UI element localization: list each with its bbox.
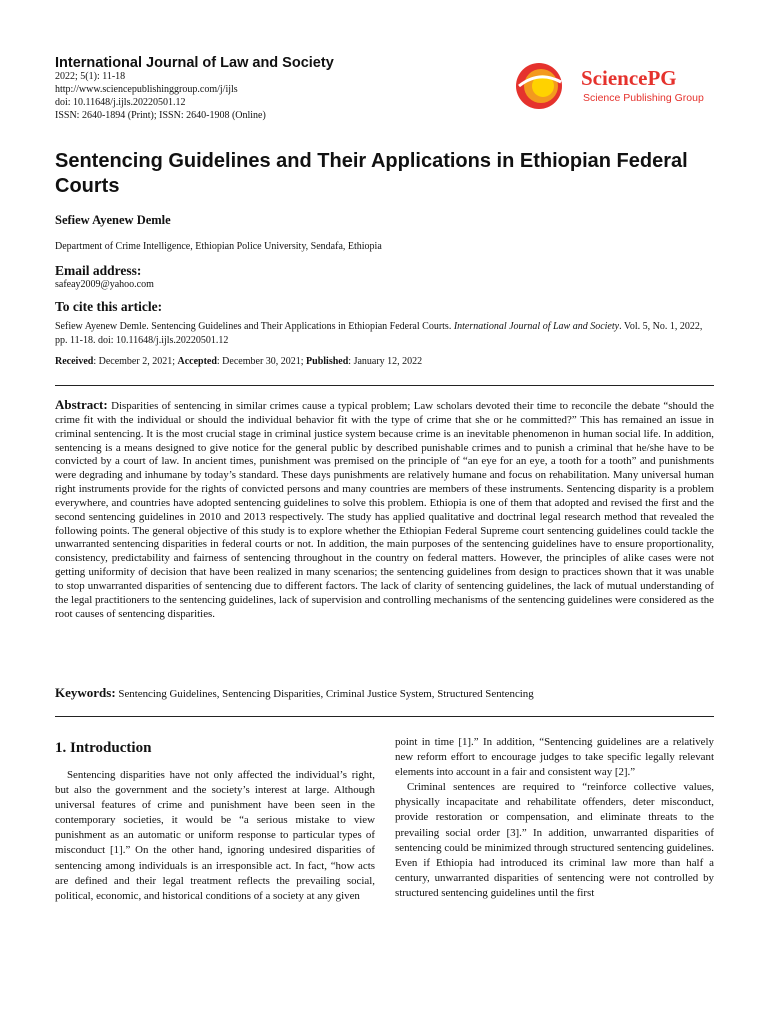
abstract-text: Disparities of sentencing in similar crimes cause a typical problem; Law scholars devoted their time to reconcile the debate “should the crime fit with the individual or should the individual behavior fit with the type of crime that she or he committed?” This has remained an issue in criminal sentencing. It is the most crucial stage in criminal justice system because crime is an inevitable phenomenon in human social life. In addition, sentencing is a means designed to give notice for the general public by described punishable crimes and to punish a criminal that he/she have to be convicted by a court of law. In ancient times, punishment was premised on the principle of “an eye for an eye, a tooth for a tooth” and punishments were degrading and inhumane by today’s standard. These days punishments are relatively humane and focus on rehabilitation. Many universal human right instruments provide for the rights of convicted persons and many countries are members of these instruments. Sentencing disparity is a problem everywhere, and countries have adopted sentencing guidelines to solve this problem. Ethiopia is one of them that adopted and revised the first and the second sentencing guidelines in 2010 and 2013 respectively. The study has applied qualitative and doctrinal legal research method that revealed the following points. The general objective of this study is to explore whether the Ethiopian Federal Supreme court sentencing guidelines could tackle the unwarranted sentencing disparities in federal courts or not. In addition, the main purposes of the sentencing guidelines have to ensure proportionality, consistency, predictability and fairness of sentencing throughout in the country on federal matters. However, the principles of alike cases were not getting uniformity of decision that have been realized in many scenarios; the sentencing guidelines from design to practices shown that it was unable to stop unwarranted disparities of sentencing due to different factors. The lack of clarity of sentencing guidelines, the lack of mutual understanding of the legal practitioners to the sentencing guidelines, lack of supervision and controlling mechanisms of the sentencing guidelines were considered as the root causes of sentencing disparities. bbox=[55, 400, 714, 620]
journal-title: International Journal of Law and Society bbox=[55, 55, 334, 71]
section-heading-introduction: 1. Introduction bbox=[55, 740, 152, 756]
citation bbox=[55, 320, 715, 348]
abstract bbox=[55, 398, 714, 622]
journal-issn: ISSN: 2640-1894 (Print); ISSN: 2640-1908 (Online) bbox=[55, 110, 266, 121]
journal-issue: 2022; 5(1): 11-18 bbox=[55, 71, 126, 82]
author-name: Sefiew Ayenew Demle bbox=[55, 213, 171, 227]
journal-url[interactable]: http://www.sciencepublishinggroup.com/j/ijls bbox=[55, 84, 238, 95]
sciencepg-logo-mark-icon bbox=[515, 60, 715, 112]
cite-heading: To cite this article: bbox=[55, 299, 163, 314]
logo-tagline: Science Publishing Group bbox=[583, 92, 704, 104]
abstract-label: Abstract: bbox=[55, 397, 108, 412]
sciencepg-logo bbox=[515, 60, 715, 112]
accepted-date: : December 30, 2021; bbox=[216, 356, 307, 367]
keywords-text: Sentencing Guidelines, Sentencing Disparities, Criminal Justice System, Structured Sentencing bbox=[118, 688, 534, 700]
keywords-label: Keywords: bbox=[55, 685, 116, 700]
divider-bottom bbox=[55, 716, 714, 717]
email-address[interactable]: safeay2009@yahoo.com bbox=[55, 279, 154, 290]
intro-right-column bbox=[395, 735, 714, 901]
published-date: : January 12, 2022 bbox=[348, 356, 423, 367]
author-affiliation: Department of Crime Intelligence, Ethiopian Police University, Sendafa, Ethiopia bbox=[55, 241, 382, 252]
email-heading: Email address: bbox=[55, 263, 142, 278]
citation-text: Sefiew Ayenew Demle. Sentencing Guidelines and Their Applications in Ethiopian Federal Courts. bbox=[55, 321, 454, 332]
publication-dates bbox=[55, 356, 422, 367]
journal-doi: doi: 10.11648/j.ijls.20220501.12 bbox=[55, 97, 186, 108]
citation-details: . Vol. 5, No. 1, 2022, pp. 11-18. doi: 10.11648/j.ijls.20220501.12 bbox=[55, 321, 703, 346]
divider-top bbox=[55, 385, 714, 386]
intro-paragraph: point in time [1].” In addition, “Sentencing guidelines are a relatively new reform effort to encourage judges to take specific legally relevant elements into account in a fair and consistent way [2].” bbox=[395, 736, 714, 779]
paper-title: Sentencing Guidelines and Their Applications in Ethiopian Federal Courts bbox=[55, 150, 688, 197]
received-date: : December 2, 2021; bbox=[93, 356, 178, 367]
keywords bbox=[55, 685, 714, 701]
intro-paragraph: Criminal sentences are required to “reinforce collective values, physically incapacitate and rehabilitate offenders, deter misconduct, provide restoration or compensation, and eliminate threats to the prevailing social order [3].” In addition, unwarranted disparities of sentencing could be minimized through structured sentencing guidelines. Even if Ethiopia had introduced its criminal law more than half a century, unwarranted disparities of sentencing were not controlled by structured sentencing guidelines until the first bbox=[395, 781, 714, 899]
intro-left-column: Sentencing disparities have not only affected the individual’s right, but also the government and the society’s interest at large. Although universal features of crime and punishment have been seen in the contemporary societies, it would be “a serious mistake to view punishment as an automatic or uniform response to particular types of misconduct [1].” On the other hand, ignoring undesired disparities of sentencing among individuals is an irresponsible act. In fact, “how acts are defined and their legal treatment reflects the prevailing social, political, economic, and historical conditions of a society at any given bbox=[55, 769, 375, 902]
received-label: Received bbox=[55, 356, 94, 367]
citation-journal: International Journal of Law and Society bbox=[453, 321, 620, 332]
published-label: Published bbox=[306, 356, 349, 367]
accepted-label: Accepted bbox=[177, 356, 217, 367]
logo-name: SciencePG bbox=[581, 66, 677, 90]
